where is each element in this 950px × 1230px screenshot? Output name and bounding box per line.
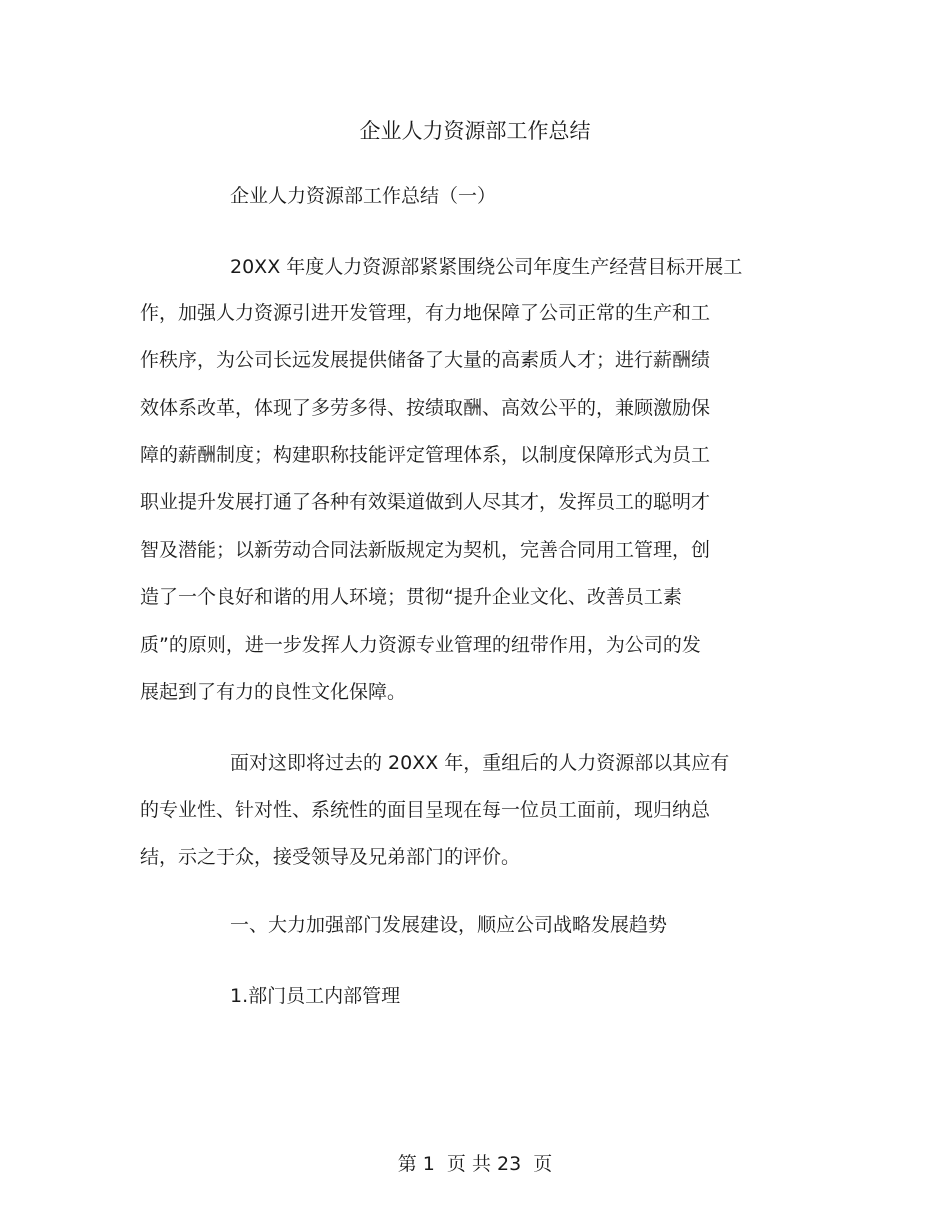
- page-footer: 第 1 页 共 23 页: [397, 1153, 553, 1175]
- paragraph-line: 的专业性、针对性、系统性的面目呈现在每一位员工面前，现归纳总: [140, 799, 711, 821]
- subsection-heading: 1.部门员工内部管理: [230, 985, 401, 1007]
- paragraph-line: 展起到了有力的良性文化保障。: [140, 681, 407, 703]
- document-subtitle: 企业人力资源部工作总结（一）: [230, 185, 497, 207]
- paragraph-line: 20XX 年度人力资源部紧紧围绕公司年度生产经营目标开展工: [230, 256, 743, 278]
- paragraph-line: 智及潜能；以新劳动合同法新版规定为契机，完善合同用工管理，创: [140, 539, 711, 561]
- paragraph-line: 结，示之于众，接受领导及兄弟部门的评价。: [140, 846, 521, 868]
- document-title: 企业人力资源部工作总结: [359, 119, 591, 143]
- paragraph-line: 作秩序，为公司长远发展提供储备了大量的高素质人才；进行薪酬绩: [140, 349, 711, 371]
- paragraph-line: 质”的原则，进一步发挥人力资源专业管理的纽带作用，为公司的发: [140, 634, 701, 656]
- paragraph-line: 面对这即将过去的 20XX 年，重组后的人力资源部以其应有: [230, 752, 730, 774]
- paragraph-line: 作，加强人力资源引进开发管理，有力地保障了公司正常的生产和工: [140, 302, 711, 324]
- section-heading: 一、大力加强部门发展建设，顺应公司战略发展趋势: [230, 914, 668, 936]
- paragraph-line: 职业提升发展打通了各种有效渠道做到人尽其才，发挥员工的聪明才: [140, 491, 711, 513]
- paragraph-line: 造了一个良好和谐的用人环境；贯彻“提升企业文化、改善员工素: [140, 586, 682, 608]
- paragraph-line: 障的薪酬制度；构建职称技能评定管理体系，以制度保障形式为员工: [140, 444, 711, 466]
- paragraph-line: 效体系改革，体现了多劳多得、按绩取酬、高效公平的，兼顾激励保: [140, 397, 711, 419]
